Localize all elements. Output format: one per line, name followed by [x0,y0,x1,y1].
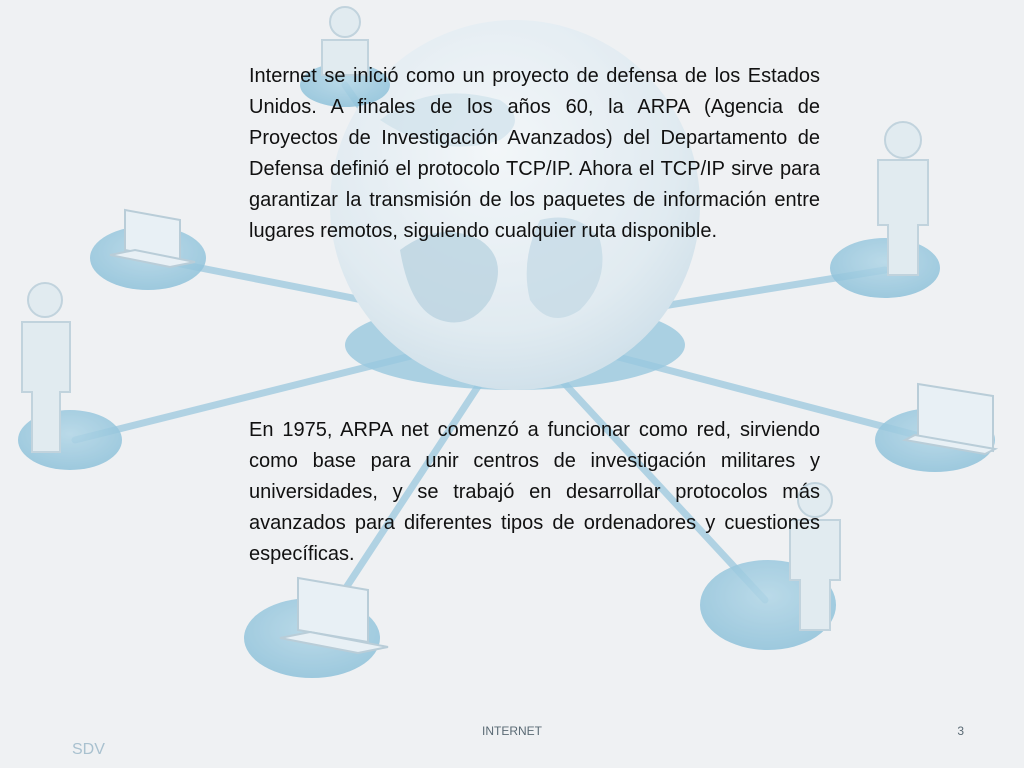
slide-paragraph-1: Internet se inició como un proyecto de defensa de los Estados Unidos. A finales de los años 60, la ARPA (Agencia de Proyectos de Investigación Avanzados) del Departamento de Defensa definió el protocolo TCP/IP. Ahora el TCP/IP sirve para garantizar la transmisión de los paquetes de información entre lugares remotos, siguiendo cualquier ruta disponible. [249,65,820,242]
page-number: 3 [957,724,964,738]
footer-title: INTERNET [482,724,542,738]
author-label: SDV [72,741,105,758]
slide-paragraph-2: En 1975, ARPA net comenzó a funcionar como red, sirviendo como base para unir centros de investigación militares y universidades, y se trabajó en desarrollar protocolos más avanzados para diferentes tipos de ordenadores y cuestiones específicas. [249,419,820,565]
